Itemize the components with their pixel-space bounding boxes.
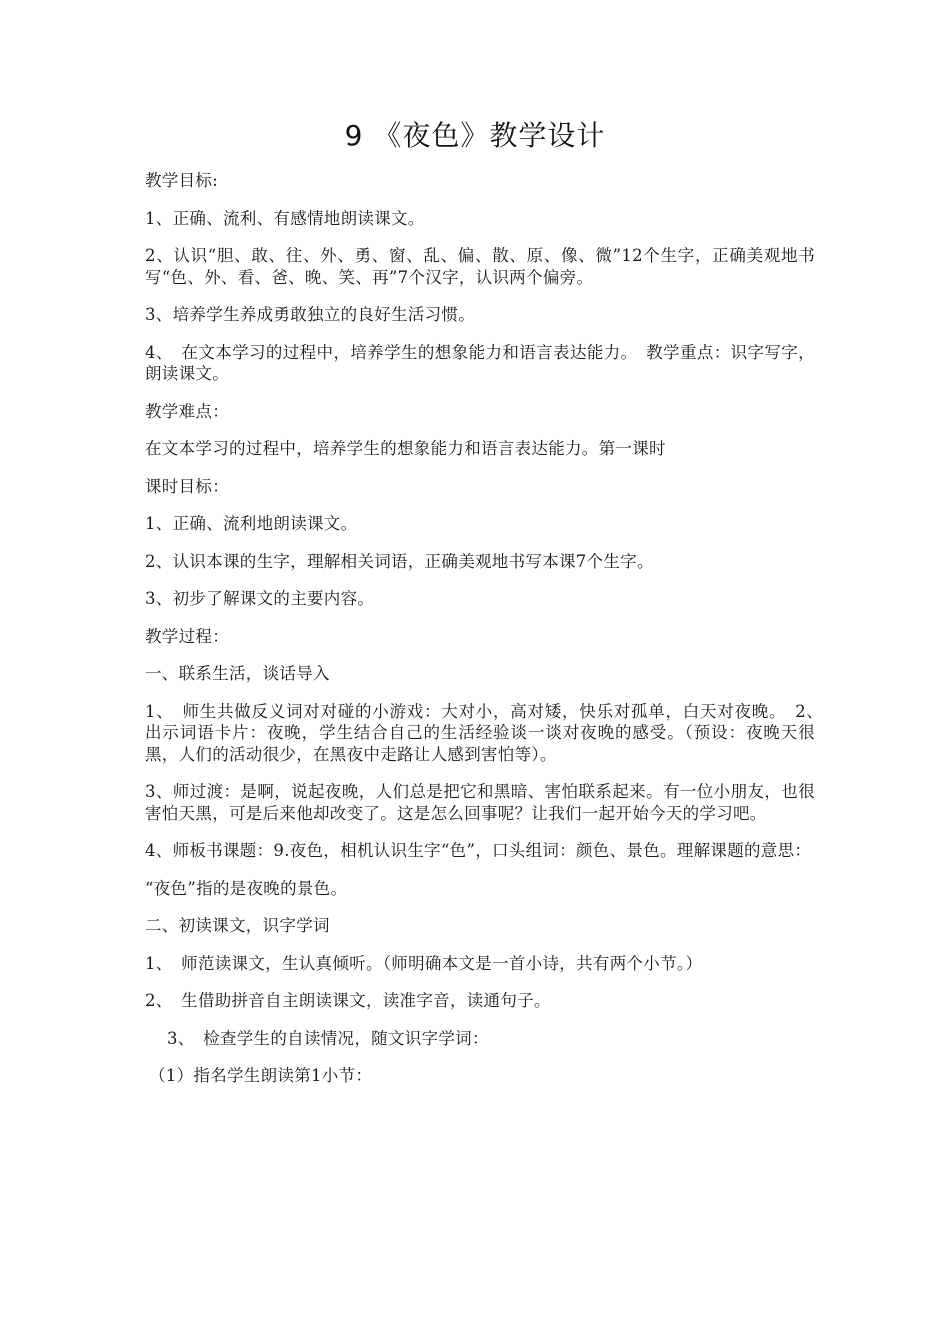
paragraph: 4、师板书课题：9.夜色，相机认识生字“色”，口头组词：颜色、景色。理解课题的意思：	[145, 841, 812, 860]
section-heading-part-two: 二、初读课文，识字学词	[145, 916, 330, 935]
paragraph: 3、初步了解课文的主要内容。	[145, 589, 375, 608]
document-body	[145, 170, 832, 1103]
section-heading-difficulty: 教学难点：	[145, 401, 229, 421]
paragraph: 2、 生借助拼音自主朗读课文，读准字音，读通句子。	[145, 991, 551, 1010]
section-heading-lesson-goals: 课时目标：	[145, 476, 229, 496]
paragraph: 1、 师范读课文，生认真倾听。（师明确本文是一首小诗，共有两个小节。）	[145, 953, 703, 973]
section-heading-process: 教学过程：	[145, 626, 229, 646]
paragraph: 1、正确、流利地朗读课文。	[145, 514, 358, 533]
section-heading-part-one: 一、联系生活，谈话导入	[145, 664, 330, 683]
paragraph: 在文本学习的过程中，培养学生的想象能力和语言表达能力。第一课时	[145, 439, 666, 458]
paragraph: 1、 师生共做反义词对对碰的小游戏：大对小，高对矮，快乐对孤单，白天对夜晚。 2、 出示词语卡片：夜晚，学生结合自己的生活经验谈一谈对夜晚的感受。（预设：夜晚天很黑，人们的活动很少，在黑夜中走路让人感到害怕等）。	[145, 701, 832, 764]
section-heading-teaching-goals: 教学目标:	[145, 171, 219, 190]
paragraph: 2、认识本课的生字，理解相关词语，正确美观地书写本课7个生字。	[145, 551, 654, 571]
document-title: 9 《夜色》教学设计	[344, 119, 606, 152]
paragraph: “夜色”指的是夜晚的景色。	[145, 878, 348, 898]
paragraph: 1、正确、流利、有感情地朗读课文。	[145, 208, 425, 228]
paragraph: 4、 在文本学习的过程中，培养学生的想象能力和语言表达能力。 教学重点：识字写字，朗读课文。	[145, 342, 815, 383]
paragraph: 2、认识“胆、敢、往、外、勇、窗、乱、偏、散、原、像、微”12个生字，正确美观地书写“色、外、看、爸、晚、笑、再”7个汉字，认识两个偏旁。	[145, 246, 815, 287]
paragraph: 3、培养学生养成勇敢独立的良好生活习惯。	[145, 305, 475, 324]
paragraph: 3、师过渡：是啊，说起夜晚，人们总是把它和黑暗、害怕联系起来。有一位小朋友，也很害怕天黑，可是后来他却改变了。这是怎么回事呢？让我们一起开始今天的学习吧。	[145, 782, 815, 823]
paragraph: 3、 检查学生的自读情况，随文识字学词：	[167, 1028, 489, 1048]
paragraph: （1）指名学生朗读第1小节：	[149, 1066, 373, 1085]
